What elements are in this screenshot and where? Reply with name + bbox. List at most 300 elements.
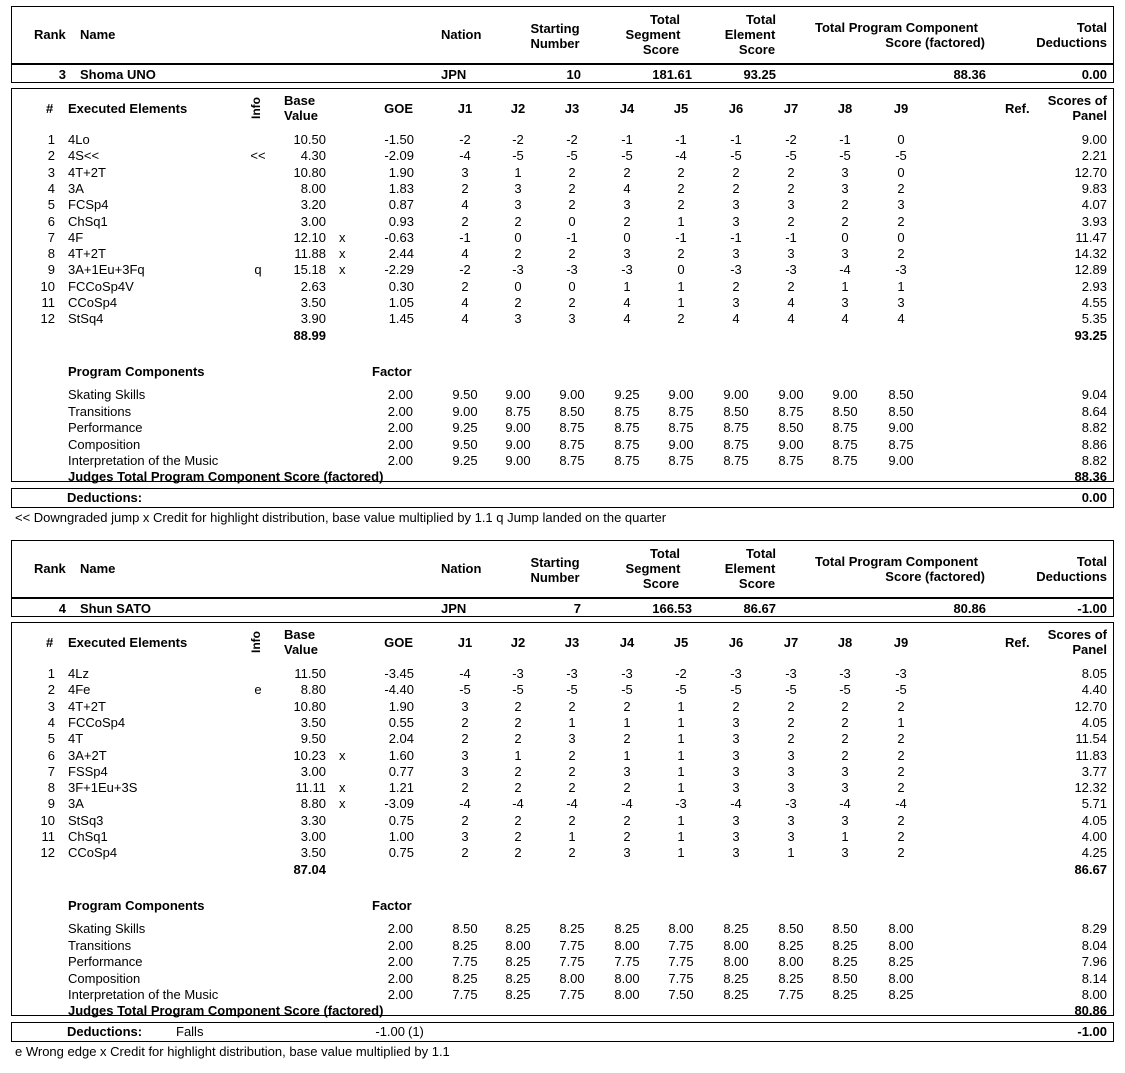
element-panel-score: 4.40 [1081,682,1107,698]
component-name: Transitions [68,403,132,419]
element-number: 10 [40,812,55,828]
component-score: 8.00 [1081,987,1107,1002]
element-goe: -3.09 [384,796,414,812]
element-base-value: 3.00 [300,213,326,229]
deductions-value: 0.00 [1081,490,1107,505]
element-name: 3A+2T [68,747,107,763]
element-judge-score: 3 [623,197,631,213]
element-judge-score: 4 [461,246,469,262]
element-goe: 1.83 [388,180,414,196]
col-panel-1: Scores of [1047,627,1107,642]
component-judge-score: 8.25 [888,987,914,1002]
col-num: # [46,635,54,650]
element-judge-score: 2 [841,213,849,229]
component-judge-score: 7.75 [778,987,804,1002]
element-judge-score: 2 [461,731,469,747]
component-judge-score: 8.00 [505,937,531,953]
element-judge-score: 2 [623,213,631,229]
element-judge-score: 2 [568,197,576,213]
header-divider [11,597,1114,599]
element-judge-score: 3 [787,829,795,844]
element-judge-score: 2 [677,197,685,213]
element-judge-score: 3 [732,780,740,796]
element-judge-score: -3 [895,262,907,278]
element-judge-score: -3 [621,666,633,681]
element-judge-score: -3 [675,796,687,812]
deductions-label: Deductions: [67,490,143,505]
component-score: 8.82 [1081,420,1107,435]
element-number: 11 [41,295,55,310]
col-judge: J5 [673,635,689,650]
element-judge-score: 2 [623,829,631,844]
col-judge: J6 [728,101,744,116]
deduction-value: -1.00 [375,1024,405,1039]
element-judge-score: 2 [514,295,522,310]
element-judge-score: -2 [785,132,797,147]
element-judge-score: 3 [787,812,795,828]
element-judge-score: -1 [459,229,471,245]
element-judge-score: -2 [566,132,578,147]
component-judge-score: 8.00 [723,954,749,969]
element-judge-score: -3 [839,666,851,681]
element-judge-score: 3 [732,731,740,747]
element-judge-score: 1 [514,164,522,180]
element-goe: 0.75 [388,812,414,828]
element-base-value: 3.30 [300,812,326,828]
element-judge-score: 1 [897,714,905,730]
factor-label: Factor [372,364,412,379]
element-number: 7 [47,763,55,779]
tes-label-2: Element [724,561,776,576]
element-judge-score: 1 [514,747,522,763]
element-judge-score: -2 [675,666,687,681]
component-judge-score: 8.00 [614,987,640,1002]
element-judge-score: 2 [677,164,685,180]
element-judge-score: 3 [897,197,905,213]
component-judge-score: 8.25 [778,937,804,953]
component-judge-score: 8.50 [778,921,804,936]
element-name: ChSq1 [68,829,108,844]
element-goe: 0.77 [388,763,414,779]
element-judge-score: 2 [623,164,631,180]
element-judge-score: 2 [897,763,905,779]
skater-name: Shun SATO [80,601,152,616]
element-score: 93.25 [743,67,776,82]
element-goe: 1.21 [388,780,414,796]
component-judge-score: 8.25 [888,954,914,969]
component-judge-score: 8.50 [832,921,858,936]
element-judge-score: 3 [841,845,849,861]
element-judge-score: 4 [841,311,849,327]
col-base-1: Base [284,93,316,108]
element-judge-score: 3 [841,812,849,828]
component-judge-score: 8.25 [505,954,531,969]
element-bonus-mark: x [339,229,346,245]
component-judge-score: 8.75 [559,436,585,452]
ded-label-1: Total [1076,20,1107,35]
element-judge-score: 2 [568,295,576,310]
element-name: StSq3 [68,812,104,828]
component-score: 8.04 [1081,937,1107,953]
col-num: # [46,101,54,116]
tes-label-3: Score [738,576,776,591]
element-name: FCSp4 [68,197,109,213]
element-judge-score: 3 [461,763,469,779]
tes-label-2: Element [724,27,776,42]
element-judge-score: -3 [621,262,633,278]
component-judge-score: 8.00 [614,937,640,953]
element-panel-score: 12.70 [1074,164,1107,180]
element-judge-score: 3 [732,763,740,779]
element-judge-score: -1 [730,229,742,245]
element-base-value: 10.80 [293,698,326,714]
element-judge-score: 1 [623,747,631,763]
element-judge-score: 1 [677,829,685,844]
starting-label-2: Number [530,570,580,585]
starting-number: 10 [566,67,581,82]
element-judge-score: 3 [514,197,522,213]
tes-label-1: Total [745,546,777,561]
element-judge-score: 2 [623,731,631,747]
element-judge-score: 3 [732,747,740,763]
component-score: 8.14 [1081,970,1107,986]
element-judge-score: -5 [621,682,633,698]
element-judge-score: -5 [566,148,578,164]
component-judge-score: 8.00 [888,921,914,936]
component-judge-score: 9.00 [888,420,914,435]
element-judge-score: -3 [566,666,578,681]
element-judge-score: 2 [514,246,522,262]
component-judge-score: 8.75 [832,420,858,435]
component-judge-score: 8.75 [614,403,640,419]
element-judge-score: -5 [512,148,524,164]
element-number: 3 [47,164,55,180]
component-judge-score: 9.00 [668,436,694,452]
element-judge-score: -5 [785,682,797,698]
element-judge-score: 3 [897,295,905,310]
component-name: Transitions [68,937,132,953]
element-judge-score: 2 [787,698,795,714]
pcs-label-1: Total Program Component [815,20,978,35]
element-judge-score: 2 [841,747,849,763]
footnote: e Wrong edge x Credit for highlight distribution, base value multiplied by 1.1 [15,1044,450,1059]
element-bonus-mark: x [339,780,346,796]
element-goe: 1.05 [388,295,414,310]
element-judge-score: 2 [461,780,469,796]
component-judge-score: 8.25 [505,970,531,986]
col-base-1: Base [284,627,316,642]
element-judge-score: 3 [787,246,795,262]
col-judge: J3 [564,101,580,116]
component-judge-score: 8.50 [888,387,914,402]
element-number: 3 [47,698,55,714]
element-judge-score: -1 [621,132,633,147]
element-judge-score: 2 [897,180,905,196]
base-value-total: 87.04 [293,861,326,877]
element-judge-score: 3 [461,829,469,844]
element-judge-score: 2 [568,747,576,763]
element-goe: 0.55 [388,714,414,730]
jtpcs-value: 88.36 [1074,469,1107,484]
component-judge-score: 8.00 [888,970,914,986]
element-number: 6 [47,213,55,229]
element-judge-score: -1 [730,132,742,147]
component-judge-score: 7.50 [668,987,694,1002]
component-score: 8.86 [1081,436,1107,452]
element-judge-score: 0 [841,229,849,245]
element-judge-score: -1 [785,229,797,245]
element-judge-score: 2 [841,698,849,714]
element-name: 4T+2T [68,164,106,180]
element-base-value: 11.50 [294,666,326,681]
col-goe: GOE [384,635,413,650]
element-judge-score: -5 [785,148,797,164]
component-judge-score: 8.00 [559,970,585,986]
element-judge-score: 3 [732,246,740,262]
component-judge-score: 9.00 [723,387,749,402]
component-judge-score: 8.75 [614,436,640,452]
element-bonus-mark: x [339,262,346,278]
component-judge-score: 8.25 [452,970,478,986]
component-judge-score: 8.25 [832,987,858,1002]
element-name: 3A [68,796,84,812]
element-judge-score: 1 [677,845,685,861]
element-judge-score: 2 [787,213,795,229]
skater-rank: 4 [58,601,66,616]
component-judge-score: 8.25 [614,921,640,936]
element-base-value: 3.50 [300,295,326,310]
element-judge-score: 3 [461,698,469,714]
element-panel-score: 2.21 [1081,148,1107,164]
element-goe: 1.90 [388,164,414,180]
element-goe: 0.93 [388,213,414,229]
element-judge-score: 4 [623,295,631,310]
element-judge-score: 3 [841,246,849,262]
element-judge-score: -4 [566,796,578,812]
element-judge-score: 2 [514,698,522,714]
element-judge-score: -2 [459,262,471,278]
element-judge-score: 0 [897,164,905,180]
element-judge-score: 2 [568,180,576,196]
element-goe: -3.45 [384,666,414,681]
element-judge-score: 1 [677,698,685,714]
element-name: 4F [68,229,84,245]
element-judge-score: -2 [512,132,524,147]
element-judge-score: 1 [568,714,576,730]
tes-label-1: Total [745,12,777,27]
pcs-score: 88.36 [953,67,986,82]
pcs-score: 80.86 [953,601,986,616]
element-judge-score: 2 [732,278,740,294]
rank-label: Rank [34,27,66,42]
element-judge-score: 0 [568,213,576,229]
element-judge-score: 4 [461,197,469,213]
element-judge-score: 1 [677,763,685,779]
element-judge-score: 2 [461,180,469,196]
component-name: Performance [68,420,143,435]
component-judge-score: 8.50 [778,420,804,435]
component-factor: 2.00 [387,970,413,986]
element-name: 3F+1Eu+3S [68,780,138,796]
element-judge-score: 1 [841,829,849,844]
component-judge-score: 8.75 [614,453,640,468]
element-number: 5 [47,731,55,747]
element-judge-score: 0 [623,229,631,245]
col-judge: J9 [893,635,909,650]
element-base-value: 3.90 [300,311,326,327]
element-name: FCCoSp4 [68,714,126,730]
element-judge-score: 3 [514,311,522,327]
element-judge-score: 2 [787,731,795,747]
element-judge-score: -3 [785,666,797,681]
tss-label-1: Total [649,12,681,27]
element-info: << [250,148,266,164]
element-judge-score: -4 [839,796,851,812]
element-goe: 2.44 [388,246,414,262]
element-base-value: 11.11 [295,780,326,796]
element-info: q [254,262,262,278]
element-panel-score: 5.71 [1081,796,1107,812]
element-judge-score: 3 [732,829,740,844]
element-panel-score: 12.89 [1074,262,1107,278]
element-name: 4Lo [68,132,90,147]
element-goe: 1.45 [388,311,414,327]
element-judge-score: 4 [623,311,631,327]
component-score: 7.96 [1081,954,1107,969]
element-name: 3A+1Eu+3Fq [68,262,145,278]
element-goe: -0.63 [384,229,414,245]
component-judge-score: 9.00 [505,387,531,402]
element-judge-score: 1 [677,295,685,310]
component-judge-score: 9.50 [452,387,478,402]
component-judge-score: 7.75 [559,987,585,1002]
skater-nation: JPN [441,601,467,616]
element-bonus-mark: x [339,246,346,262]
component-judge-score: 9.00 [505,453,531,468]
component-judge-score: 8.75 [505,403,531,419]
element-judge-score: 2 [787,164,795,180]
element-judge-score: -5 [730,682,742,698]
nation-label: Nation [441,27,482,42]
element-panel-score: 11.47 [1075,229,1107,245]
component-name: Interpretation of the Music [68,453,219,468]
element-judge-score: 2 [461,845,469,861]
element-judge-score: 3 [568,311,576,327]
element-judge-score: 2 [897,780,905,796]
element-judge-score: -5 [895,148,907,164]
base-value-total: 88.99 [293,327,326,343]
element-judge-score: -5 [895,682,907,698]
element-panel-score: 3.93 [1081,213,1107,229]
col-panel-2: Panel [1072,642,1107,657]
element-judge-score: 1 [623,278,631,294]
element-judge-score: -1 [566,229,578,245]
col-judge: J8 [837,635,853,650]
element-goe: -4.40 [384,682,414,698]
element-judge-score: 2 [568,698,576,714]
component-judge-score: 9.00 [832,387,858,402]
element-judge-score: 2 [897,812,905,828]
element-judge-score: 2 [787,180,795,196]
header-divider [11,63,1114,65]
element-judge-score: 1 [897,278,905,294]
element-judge-score: 2 [897,213,905,229]
col-info: Info [249,97,263,119]
component-judge-score: 8.00 [778,954,804,969]
element-judge-score: 3 [841,780,849,796]
component-judge-score: 7.75 [452,987,478,1002]
col-base-2: Value [284,642,318,657]
component-factor: 2.00 [387,387,413,402]
component-name: Interpretation of the Music [68,987,219,1002]
element-judge-score: 3 [841,763,849,779]
element-judge-score: 4 [461,311,469,327]
element-judge-score: 3 [461,747,469,763]
deductions-total: -1.00 [1077,601,1107,616]
element-judge-score: -1 [675,132,687,147]
element-judge-score: 4 [461,295,469,310]
component-judge-score: 9.25 [452,420,478,435]
component-factor: 2.00 [387,403,413,419]
element-name: 4T [68,731,84,747]
element-panel-score: 9.83 [1081,180,1107,196]
element-judge-score: 2 [732,164,740,180]
element-judge-score: -4 [895,796,907,812]
element-judge-score: 3 [732,197,740,213]
element-number: 6 [47,747,55,763]
element-judge-score: 2 [841,197,849,213]
element-judge-score: 2 [787,278,795,294]
element-panel-score: 8.05 [1081,666,1107,681]
element-score: 86.67 [743,601,776,616]
name-label: Name [80,561,116,576]
component-judge-score: 8.00 [723,937,749,953]
element-judge-score: 2 [623,780,631,796]
col-panel-1: Scores of [1047,93,1107,108]
component-judge-score: 7.75 [668,970,694,986]
deductions-total: 0.00 [1081,67,1107,82]
name-label: Name [80,27,116,42]
element-judge-score: 0 [897,132,905,147]
element-judge-score: 0 [568,278,576,294]
element-base-value: 3.50 [300,714,326,730]
col-judge: J6 [728,635,744,650]
element-judge-score: 2 [677,311,685,327]
col-judge: J4 [619,635,635,650]
element-base-value: 3.20 [300,197,326,213]
element-panel-score: 4.25 [1081,845,1107,861]
starting-number: 7 [573,601,581,616]
element-judge-score: 1 [623,714,631,730]
component-judge-score: 8.50 [832,970,858,986]
jtpcs-value: 80.86 [1074,1003,1107,1018]
element-name: StSq4 [68,311,104,327]
segment-score: 166.53 [652,601,692,616]
component-judge-score: 8.25 [559,921,585,936]
component-factor: 2.00 [387,453,413,468]
element-judge-score: 2 [514,763,522,779]
element-panel-score: 12.70 [1074,698,1107,714]
element-judge-score: 2 [568,845,576,861]
element-base-value: 15.18 [293,262,326,278]
element-base-value: 12.10 [293,229,326,245]
element-number: 8 [47,246,55,262]
element-judge-score: 2 [514,829,522,844]
element-judge-score: 2 [514,812,522,828]
element-judge-score: -4 [459,796,471,812]
element-base-value: 8.00 [300,180,326,196]
component-judge-score: 8.25 [778,970,804,986]
